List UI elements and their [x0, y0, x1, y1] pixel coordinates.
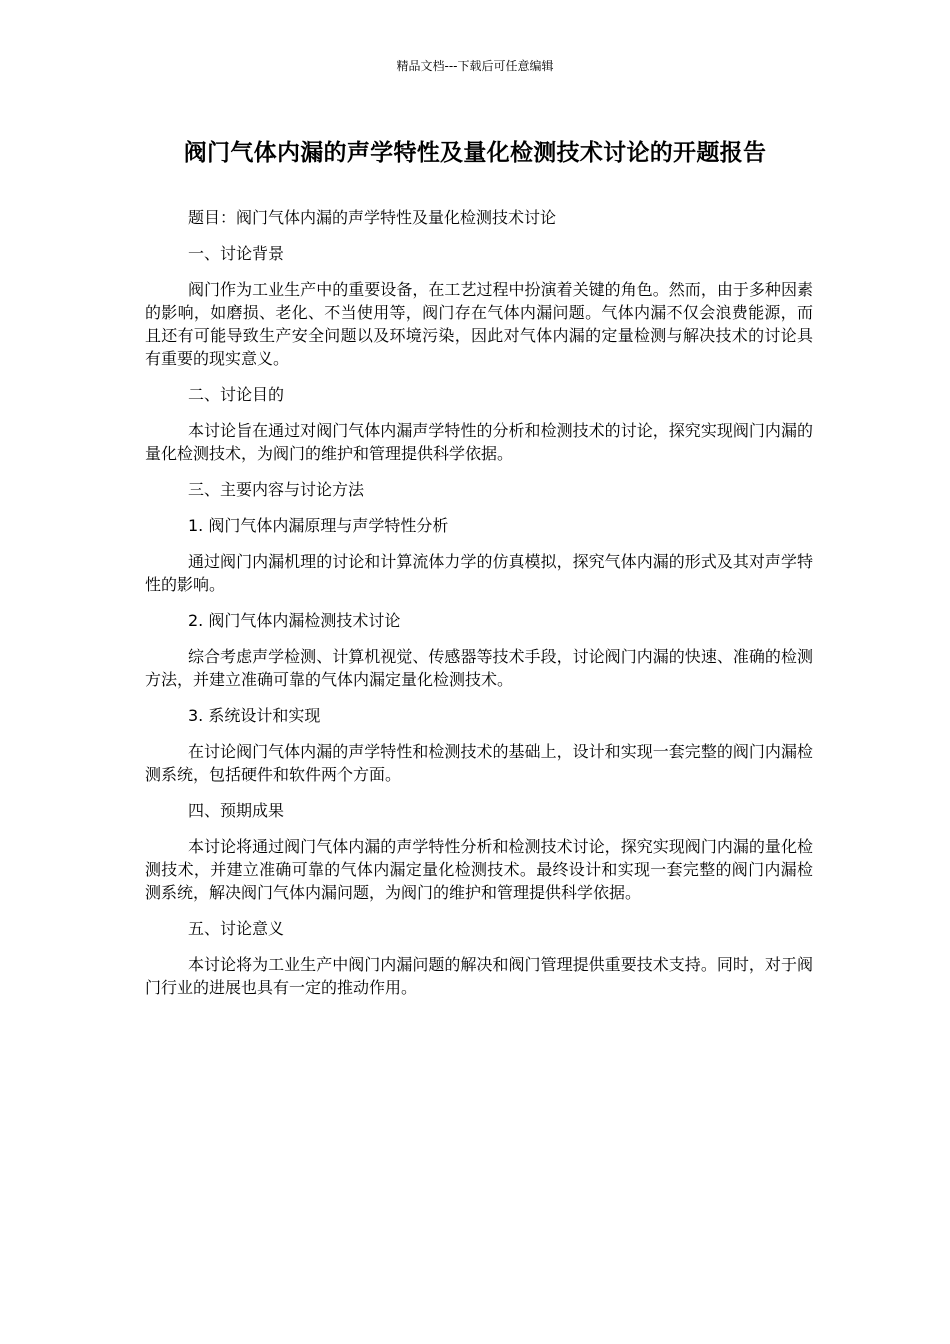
header-note: 精品文档---下载后可任意编辑 — [396, 59, 554, 73]
section-heading-results: 四、预期成果 — [188, 801, 285, 820]
subsection-heading-1: 1. 阀门气体内漏原理与声学特性分析 — [188, 516, 449, 535]
document-title: 阀门气体内漏的声学特性及量化检测技术讨论的开题报告 — [183, 140, 767, 166]
section-heading-significance: 五、讨论意义 — [188, 919, 285, 938]
subsection-text-1: 通过阀门内漏机理的讨论和计算流体力学的仿真模拟，探究气体内漏的形式及其对声学特性的影响。 — [145, 552, 813, 594]
section-text-results: 本讨论将通过阀门气体内漏的声学特性分析和检测技术讨论，探究实现阀门内漏的量化检测技术，并建立准确可靠的气体内漏定量化检测技术。最终设计和实现一套完整的阀门内漏检测系统，解决阀门气体内漏问题，为阀门的维护和管理提供科学依据。 — [145, 837, 813, 902]
section-heading-background: 一、讨论背景 — [188, 244, 285, 263]
subsection-text-3: 在讨论阀门气体内漏的声学特性和检测技术的基础上，设计和实现一套完整的阀门内漏检测系统，包括硬件和软件两个方面。 — [145, 742, 813, 784]
section-text-purpose: 本讨论旨在通过对阀门气体内漏声学特性的分析和检测技术的讨论，探究实现阀门内漏的量化检测技术，为阀门的维护和管理提供科学依据。 — [145, 421, 813, 463]
section-text-background: 阀门作为工业生产中的重要设备，在工艺过程中扮演着关键的角色。然而，由于多种因素的影响，如磨损、老化、不当使用等，阀门存在气体内漏问题。气体内漏不仅会浪费能源，而且还有可能导致生产安全问题以及环境污染，因此对气体内漏的定量检测与解决技术的讨论具有重要的现实意义。 — [145, 280, 813, 368]
subsection-heading-2: 2. 阀门气体内漏检测技术讨论 — [188, 611, 401, 630]
document-body — [145, 206, 813, 1012]
section-heading-content: 三、主要内容与讨论方法 — [188, 480, 365, 499]
section-text-significance: 本讨论将为工业生产中阀门内漏问题的解决和阀门管理提供重要技术支持。同时，对于阀门行业的进展也具有一定的推动作用。 — [145, 955, 813, 997]
section-heading-purpose: 二、讨论目的 — [188, 385, 285, 404]
subsection-text-2: 综合考虑声学检测、计算机视觉、传感器等技术手段，讨论阀门内漏的快速、准确的检测方法，并建立准确可靠的气体内漏定量化检测技术。 — [145, 647, 813, 689]
subsection-heading-3: 3. 系统设计和实现 — [188, 706, 321, 725]
topic-line: 题目：阀门气体内漏的声学特性及量化检测技术讨论 — [188, 208, 557, 227]
